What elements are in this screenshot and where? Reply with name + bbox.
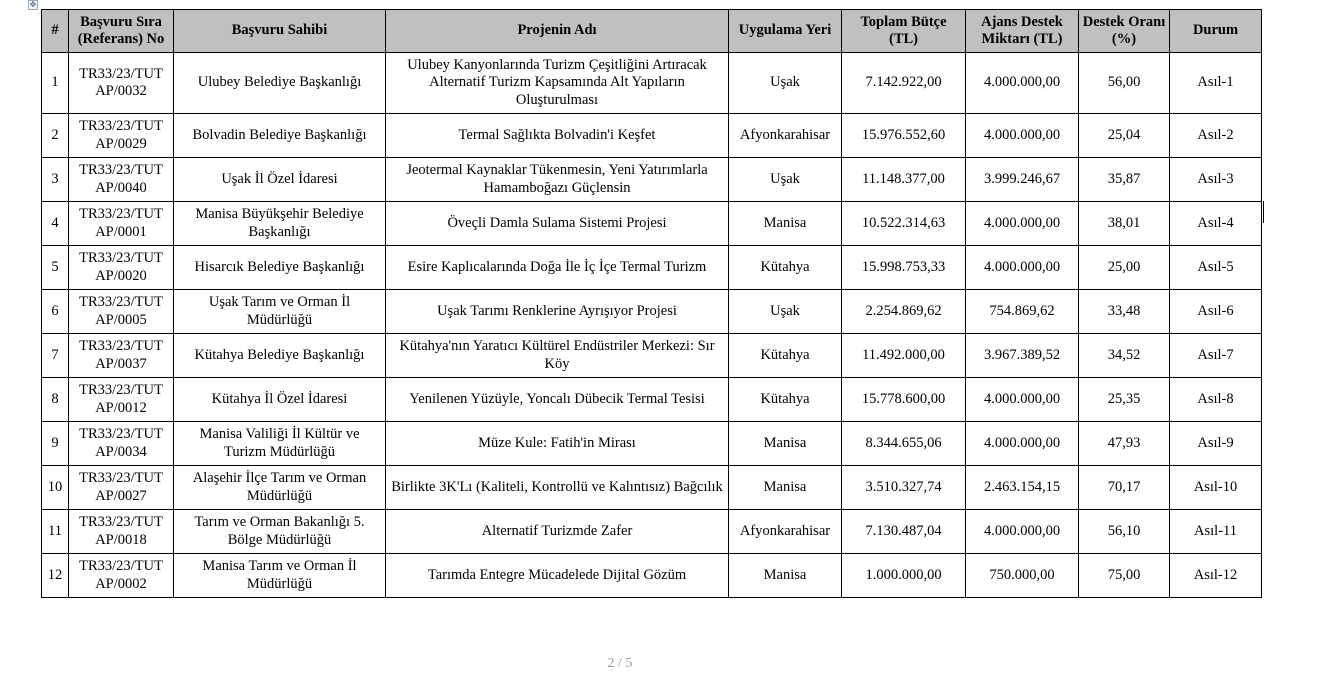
page-indicator: 2 / 5 bbox=[607, 656, 633, 671]
cell-status: Asıl-10 bbox=[1170, 466, 1262, 510]
header-location: Uygulama Yeri bbox=[729, 10, 842, 53]
cell-project: Esire Kaplıcalarında Doğa İle İç İçe Termal Turizm bbox=[386, 246, 729, 290]
cell-rate: 56,00 bbox=[1079, 53, 1170, 114]
cell-support: 4.000.000,00 bbox=[966, 246, 1079, 290]
cell-budget: 15.976.552,60 bbox=[842, 114, 966, 158]
cell-num: 2 bbox=[42, 114, 69, 158]
cell-project: Termal Sağlıkta Bolvadin'i Keşfet bbox=[386, 114, 729, 158]
table-row bbox=[42, 53, 1262, 114]
table-row bbox=[42, 158, 1262, 202]
cell-budget: 7.130.487,04 bbox=[842, 510, 966, 554]
cell-status: Asıl-7 bbox=[1170, 334, 1262, 378]
table-row bbox=[42, 290, 1262, 334]
cell-ref: TR33/23/TUT AP/0040 bbox=[69, 158, 174, 202]
cell-budget: 3.510.327,74 bbox=[842, 466, 966, 510]
cell-rate: 38,01 bbox=[1079, 202, 1170, 246]
cell-support: 4.000.000,00 bbox=[966, 422, 1079, 466]
move-table-icon[interactable]: ✥ bbox=[29, 0, 37, 9]
table-row bbox=[42, 334, 1262, 378]
cell-support: 750.000,00 bbox=[966, 554, 1079, 598]
cell-ref: TR33/23/TUT AP/0034 bbox=[69, 422, 174, 466]
cell-support: 2.463.154,15 bbox=[966, 466, 1079, 510]
cell-project: Kütahya'nın Yaratıcı Kültürel Endüstriler Merkezi: Sır Köy bbox=[386, 334, 729, 378]
cell-location: Afyonkarahisar bbox=[729, 114, 842, 158]
cell-rate: 56,10 bbox=[1079, 510, 1170, 554]
cell-location: Manisa bbox=[729, 554, 842, 598]
cell-rate: 33,48 bbox=[1079, 290, 1170, 334]
cell-rate: 25,00 bbox=[1079, 246, 1170, 290]
cell-support: 4.000.000,00 bbox=[966, 114, 1079, 158]
cell-location: Kütahya bbox=[729, 334, 842, 378]
cell-status: Asıl-6 bbox=[1170, 290, 1262, 334]
cell-support: 4.000.000,00 bbox=[966, 510, 1079, 554]
cell-applicant: Alaşehir İlçe Tarım ve Orman Müdürlüğü bbox=[174, 466, 386, 510]
cell-location: Uşak bbox=[729, 53, 842, 114]
cell-budget: 8.344.655,06 bbox=[842, 422, 966, 466]
cell-status: Asıl-11 bbox=[1170, 510, 1262, 554]
cell-status: Asıl-3 bbox=[1170, 158, 1262, 202]
table-header-row bbox=[42, 10, 1262, 53]
cell-budget: 7.142.922,00 bbox=[842, 53, 966, 114]
cell-support: 4.000.000,00 bbox=[966, 202, 1079, 246]
cell-support: 3.999.246,67 bbox=[966, 158, 1079, 202]
cell-num: 9 bbox=[42, 422, 69, 466]
cell-applicant: Bolvadin Belediye Başkanlığı bbox=[174, 114, 386, 158]
cell-project: Uşak Tarımı Renklerine Ayrışıyor Projesi bbox=[386, 290, 729, 334]
cell-ref: TR33/23/TUT AP/0020 bbox=[69, 246, 174, 290]
cell-budget: 2.254.869,62 bbox=[842, 290, 966, 334]
cell-ref: TR33/23/TUT AP/0018 bbox=[69, 510, 174, 554]
table-row bbox=[42, 466, 1262, 510]
cell-location: Afyonkarahisar bbox=[729, 510, 842, 554]
cell-applicant: Ulubey Belediye Başkanlığı bbox=[174, 53, 386, 114]
cell-budget: 15.998.753,33 bbox=[842, 246, 966, 290]
cell-num: 7 bbox=[42, 334, 69, 378]
cell-location: Manisa bbox=[729, 202, 842, 246]
cell-rate: 25,04 bbox=[1079, 114, 1170, 158]
cell-rate: 25,35 bbox=[1079, 378, 1170, 422]
cell-project: Birlikte 3K'Lı (Kaliteli, Kontrollü ve Kalıntısız) Bağcılık bbox=[386, 466, 729, 510]
cell-ref: TR33/23/TUT AP/0002 bbox=[69, 554, 174, 598]
header-rate: Destek Oranı (%) bbox=[1079, 10, 1170, 53]
cell-applicant: Tarım ve Orman Bakanlığı 5. Bölge Müdürlüğü bbox=[174, 510, 386, 554]
cell-location: Kütahya bbox=[729, 378, 842, 422]
cell-budget: 1.000.000,00 bbox=[842, 554, 966, 598]
cell-status: Asıl-1 bbox=[1170, 53, 1262, 114]
header-applicant: Başvuru Sahibi bbox=[174, 10, 386, 53]
cell-support: 4.000.000,00 bbox=[966, 378, 1079, 422]
grant-results-table bbox=[41, 9, 1262, 598]
cell-budget: 15.778.600,00 bbox=[842, 378, 966, 422]
cell-num: 12 bbox=[42, 554, 69, 598]
cell-ref: TR33/23/TUT AP/0037 bbox=[69, 334, 174, 378]
cell-num: 11 bbox=[42, 510, 69, 554]
cell-rate: 34,52 bbox=[1079, 334, 1170, 378]
table-row bbox=[42, 378, 1262, 422]
table-row bbox=[42, 510, 1262, 554]
cell-project: Alternatif Turizmde Zafer bbox=[386, 510, 729, 554]
cell-status: Asıl-8 bbox=[1170, 378, 1262, 422]
cell-project: Müze Kule: Fatih'in Mirası bbox=[386, 422, 729, 466]
table-row bbox=[42, 422, 1262, 466]
header-budget: Toplam Bütçe (TL) bbox=[842, 10, 966, 53]
cell-num: 4 bbox=[42, 202, 69, 246]
cell-applicant: Uşak Tarım ve Orman İl Müdürlüğü bbox=[174, 290, 386, 334]
cell-status: Asıl-9 bbox=[1170, 422, 1262, 466]
cell-rate: 75,00 bbox=[1079, 554, 1170, 598]
cell-location: Uşak bbox=[729, 290, 842, 334]
cell-status: Asıl-4 bbox=[1170, 202, 1262, 246]
cell-ref: TR33/23/TUT AP/0012 bbox=[69, 378, 174, 422]
cell-num: 5 bbox=[42, 246, 69, 290]
cell-status: Asıl-2 bbox=[1170, 114, 1262, 158]
cell-project: Jeotermal Kaynaklar Tükenmesin, Yeni Yatırımlarla Hamamboğazı Güçlensin bbox=[386, 158, 729, 202]
header-support: Ajans Destek Miktarı (TL) bbox=[966, 10, 1079, 53]
cell-ref: TR33/23/TUT AP/0005 bbox=[69, 290, 174, 334]
cell-budget: 11.148.377,00 bbox=[842, 158, 966, 202]
cell-status: Asıl-12 bbox=[1170, 554, 1262, 598]
cell-num: 6 bbox=[42, 290, 69, 334]
cell-support: 754.869,62 bbox=[966, 290, 1079, 334]
cell-applicant: Hisarcık Belediye Başkanlığı bbox=[174, 246, 386, 290]
cell-project: Tarımda Entegre Mücadelede Dijital Gözüm bbox=[386, 554, 729, 598]
cell-status: Asıl-5 bbox=[1170, 246, 1262, 290]
cell-location: Uşak bbox=[729, 158, 842, 202]
table-row bbox=[42, 246, 1262, 290]
cell-rate: 35,87 bbox=[1079, 158, 1170, 202]
cell-applicant: Uşak İl Özel İdaresi bbox=[174, 158, 386, 202]
cell-project: Öveçli Damla Sulama Sistemi Projesi bbox=[386, 202, 729, 246]
table-row bbox=[42, 554, 1262, 598]
table-row bbox=[42, 114, 1262, 158]
cell-applicant: Manisa Tarım ve Orman İl Müdürlüğü bbox=[174, 554, 386, 598]
cell-ref: TR33/23/TUT AP/0029 bbox=[69, 114, 174, 158]
text-cursor bbox=[1263, 201, 1264, 223]
cell-rate: 70,17 bbox=[1079, 466, 1170, 510]
header-ref: Başvuru Sıra (Referans) No bbox=[69, 10, 174, 53]
cell-support: 4.000.000,00 bbox=[966, 53, 1079, 114]
table-row bbox=[42, 202, 1262, 246]
cell-applicant: Manisa Büyükşehir Belediye Başkanlığı bbox=[174, 202, 386, 246]
cell-applicant: Manisa Valiliği İl Kültür ve Turizm Müdürlüğü bbox=[174, 422, 386, 466]
cell-rate: 47,93 bbox=[1079, 422, 1170, 466]
cell-location: Manisa bbox=[729, 422, 842, 466]
cell-applicant: Kütahya İl Özel İdaresi bbox=[174, 378, 386, 422]
cell-project: Ulubey Kanyonlarında Turizm Çeşitliğini Artıracak Alternatif Turizm Kapsamında Alt Yapıların Oluşturulması bbox=[386, 53, 729, 114]
cell-ref: TR33/23/TUT AP/0032 bbox=[69, 53, 174, 114]
header-status: Durum bbox=[1170, 10, 1262, 53]
cell-applicant: Kütahya Belediye Başkanlığı bbox=[174, 334, 386, 378]
cell-location: Manisa bbox=[729, 466, 842, 510]
header-project: Projenin Adı bbox=[386, 10, 729, 53]
cell-ref: TR33/23/TUT AP/0027 bbox=[69, 466, 174, 510]
cell-budget: 11.492.000,00 bbox=[842, 334, 966, 378]
header-num: # bbox=[42, 10, 69, 53]
cell-budget: 10.522.314,63 bbox=[842, 202, 966, 246]
cell-project: Yenilenen Yüzüyle, Yoncalı Dübecik Termal Tesisi bbox=[386, 378, 729, 422]
cell-num: 3 bbox=[42, 158, 69, 202]
cell-support: 3.967.389,52 bbox=[966, 334, 1079, 378]
cell-num: 1 bbox=[42, 53, 69, 114]
cell-ref: TR33/23/TUT AP/0001 bbox=[69, 202, 174, 246]
cell-location: Kütahya bbox=[729, 246, 842, 290]
cell-num: 10 bbox=[42, 466, 69, 510]
cell-num: 8 bbox=[42, 378, 69, 422]
